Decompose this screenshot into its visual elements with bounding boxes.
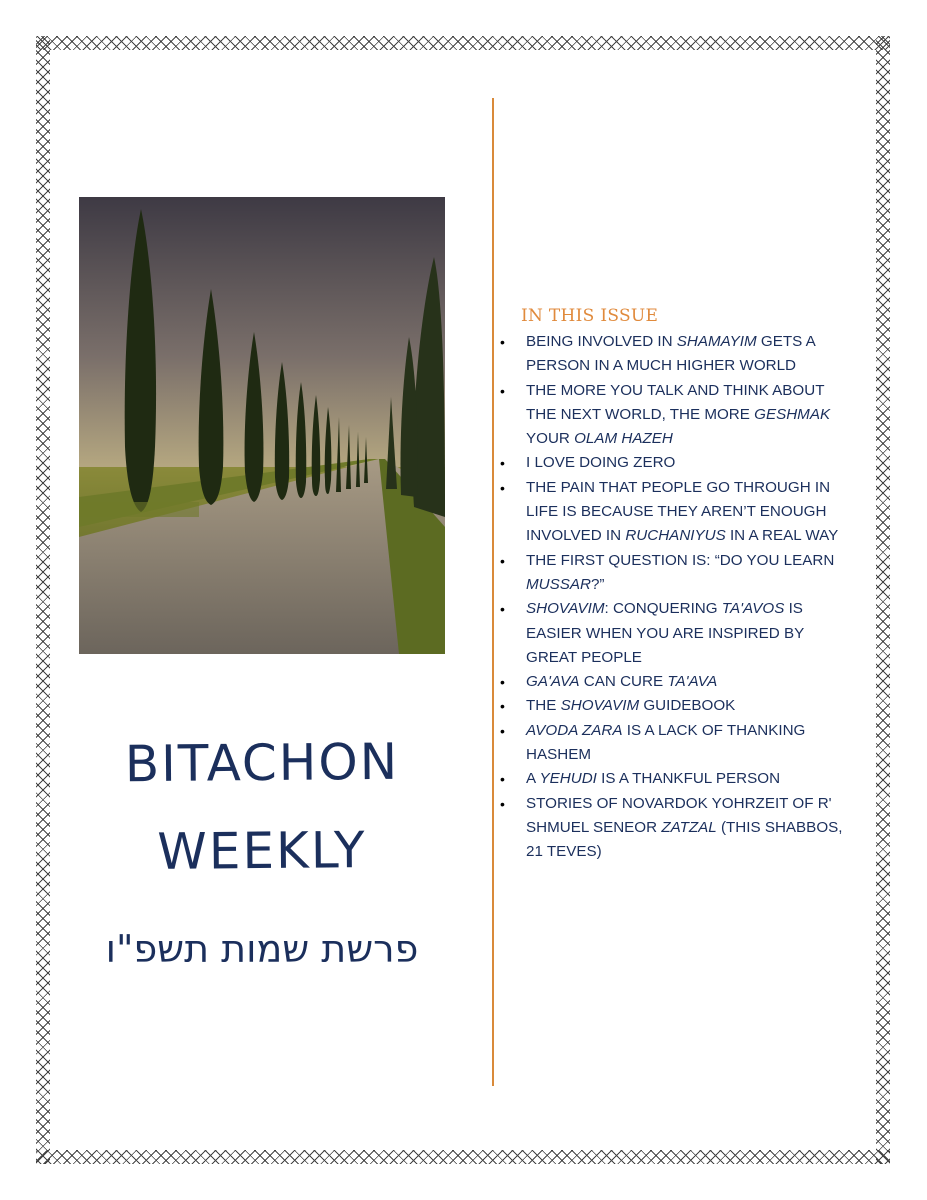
issue-item-italic-text: RUCHANIYUS	[625, 527, 726, 545]
parsha-label: פרשת שמות תשפ"ו	[105, 927, 419, 971]
bullet-icon: •	[500, 771, 505, 788]
issue-list-item	[498, 694, 843, 718]
issue-list-item	[498, 330, 843, 379]
issue-item-text: : CONQUERING	[604, 600, 722, 618]
issue-list	[498, 330, 843, 865]
issue-item-italic-text: YEHUDI	[539, 770, 597, 788]
issue-item-text: GETS A PERSON IN A MUCH HIGHER WORLD	[526, 333, 815, 375]
issue-item-text: GUIDEBOOK	[639, 697, 736, 715]
column-divider	[492, 98, 494, 1086]
issue-item-italic-text: ZATZAL	[661, 818, 717, 836]
issue-list-item	[498, 597, 843, 670]
page-border-left	[36, 36, 50, 1164]
issue-item-text: IS A THANKFUL PERSON	[596, 770, 781, 788]
page-border-top	[36, 36, 890, 50]
issue-item-text: A	[526, 770, 540, 788]
issue-item-italic-text: TA'AVOS	[721, 600, 785, 618]
issue-item-italic-text: GA'AVA	[526, 673, 580, 691]
bullet-icon: •	[500, 722, 505, 739]
page-border-bottom	[36, 1150, 890, 1164]
bullet-icon: •	[500, 674, 505, 691]
issue-item-text: THE MORE YOU TALK AND THINK ABOUT THE NEXT WORLD, THE MORE	[526, 381, 825, 423]
bullet-icon: •	[500, 334, 505, 350]
issue-item-italic-text: SHAMAYIM	[676, 333, 757, 350]
issue-list-item	[498, 767, 843, 791]
bullet-icon: •	[500, 552, 505, 569]
issue-item-italic-text: GESHMAK	[754, 405, 831, 423]
issue-item-text: CAN CURE	[579, 673, 668, 691]
issue-item-text: IN A REAL WAY	[725, 527, 839, 545]
bullet-icon: •	[500, 698, 505, 715]
issue-item-italic-text: MUSSAR	[526, 575, 591, 593]
newsletter-title-line-1: BITACHON	[124, 732, 400, 794]
bullet-icon: •	[500, 479, 505, 496]
bullet-icon: •	[500, 455, 505, 472]
newsletter-title-line-2: WEEKLY	[157, 821, 367, 881]
bullet-icon: •	[500, 382, 505, 399]
issue-item-text: BEING INVOLVED IN	[526, 333, 677, 350]
issue-item-text: (THIS SHABBOS, 21 TEVES)	[526, 818, 843, 861]
issue-item-text: YOUR	[526, 430, 575, 448]
issue-item-italic-text: SHOVAVIM	[526, 600, 605, 618]
issue-item-text: THE PAIN THAT PEOPLE GO THROUGH IN LIFE IS BECAUSE THEY AREN’T ENOUGH INVOLVED IN	[526, 478, 831, 545]
issue-item-text: I LOVE DOING ZERO	[526, 454, 676, 472]
cover-photo	[79, 197, 445, 654]
issue-list-item	[498, 549, 843, 598]
issue-item-italic-text: SHOVAVIM	[560, 697, 640, 715]
issue-list-item	[498, 670, 843, 694]
page-border-right	[876, 36, 890, 1164]
issue-heading: IN THIS ISSUE	[521, 306, 659, 326]
issue-list-item	[498, 379, 843, 452]
issue-item-italic-text: OLAM HAZEH	[574, 430, 673, 448]
issue-item-text: STORIES OF NOVARDOK YOHRZEIT OF R' SHMUEL SENEOR	[526, 794, 832, 836]
issue-item-text: THE	[526, 697, 561, 715]
issue-list-item	[498, 451, 843, 475]
issue-item-italic-text: TA'AVA	[667, 673, 718, 691]
issue-item-text: ?”	[590, 575, 605, 593]
issue-list-item	[498, 476, 843, 549]
bullet-icon: •	[500, 601, 505, 618]
issue-item-text: THE FIRST QUESTION IS: “DO YOU LEARN	[526, 551, 835, 569]
issue-item-italic-text: AVODA ZARA	[526, 721, 623, 739]
issue-list-item	[498, 792, 843, 865]
issue-list-item	[498, 719, 843, 768]
bullet-icon: •	[500, 795, 505, 812]
issue-item-text: IS EASIER WHEN YOU ARE INSPIRED BY GREAT PEOPLE	[526, 600, 804, 666]
issue-item-text: IS A LACK OF THANKING HASHEM	[526, 721, 806, 764]
